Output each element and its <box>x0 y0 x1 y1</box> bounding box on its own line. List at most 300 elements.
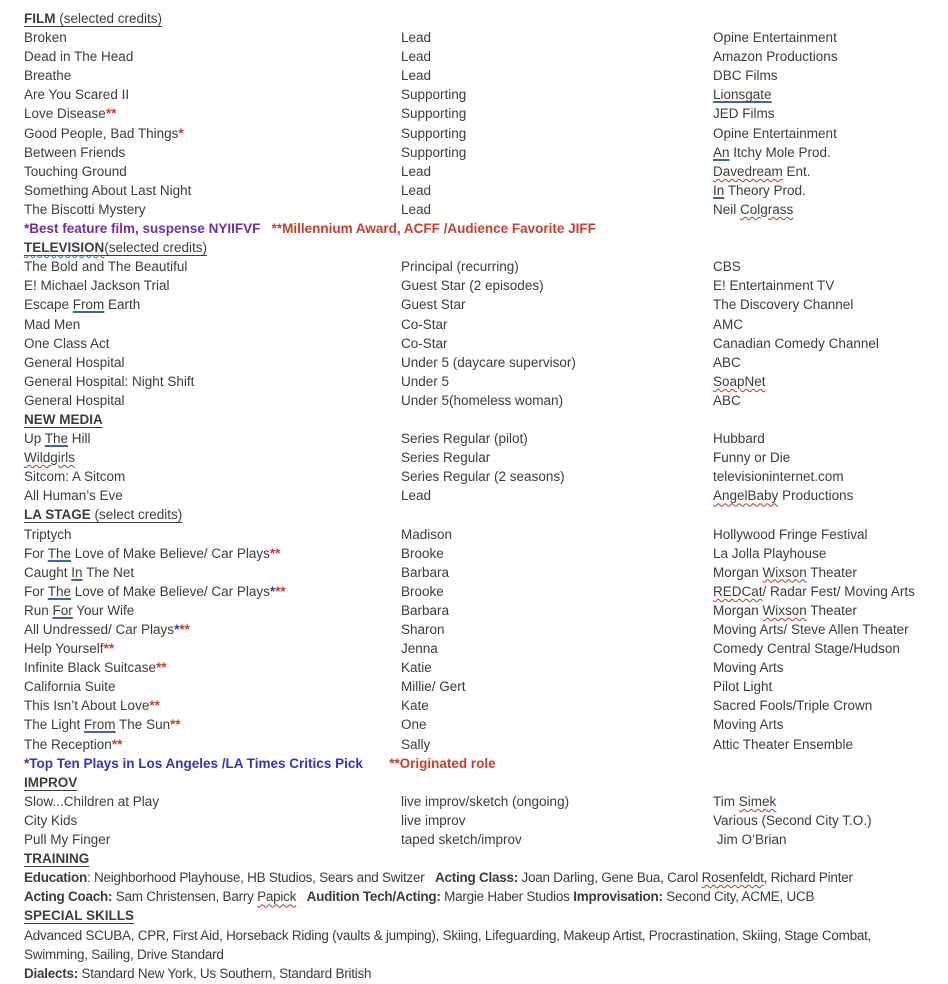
footnote-film <box>24 219 928 238</box>
text-segment: DBC Films <box>713 68 778 84</box>
text-segment: live improv <box>401 812 466 828</box>
text-segment: ** <box>275 583 286 599</box>
text-segment: Co-Star <box>401 316 448 332</box>
text-segment: Touching Ground <box>24 163 127 179</box>
text-segment: REDCat <box>713 583 763 599</box>
text-segment: Hubbard <box>713 431 765 447</box>
text-segment: Tim <box>713 793 739 809</box>
text-segment: JED Films <box>713 106 775 122</box>
credit-company <box>713 525 928 544</box>
text-segment: This Isn’t About Love <box>24 698 150 714</box>
credit-title <box>24 792 401 811</box>
text-segment: ABC <box>713 354 741 370</box>
text-segment: AngelBaby <box>713 488 779 504</box>
text-segment: * <box>174 622 180 637</box>
text-segment: Theory Prod. <box>724 182 806 198</box>
credit-role <box>401 334 713 353</box>
credit-row <box>24 563 928 582</box>
credit-row <box>24 295 928 314</box>
text-segment: Comedy Central Stage/Hudson <box>713 641 900 657</box>
credit-role <box>401 181 713 200</box>
text-segment <box>260 221 271 236</box>
text-segment: Jim O’Brian <box>713 832 787 848</box>
credit-row <box>24 315 928 334</box>
credit-row <box>24 696 928 715</box>
credit-company <box>713 315 928 334</box>
section-heading-special-skills <box>24 906 928 925</box>
credit-role <box>401 448 713 467</box>
text-segment: The <box>47 545 72 561</box>
text-segment: From <box>72 297 105 313</box>
credit-title <box>24 429 401 448</box>
credit-company <box>713 544 928 563</box>
text-segment: Papick <box>257 889 297 905</box>
text-segment: The Light <box>24 717 85 733</box>
text-segment: Morgan <box>713 602 763 618</box>
section-heading-training <box>24 849 928 868</box>
credit-row <box>24 162 928 181</box>
text-segment: Simek <box>738 793 777 809</box>
credit-role <box>401 601 713 620</box>
credit-company <box>713 677 928 696</box>
paragraph <box>24 926 928 964</box>
credit-row <box>24 525 928 544</box>
text-segment: *Best feature film, suspense NYIIFVF <box>24 221 261 237</box>
credit-title <box>24 525 401 544</box>
text-segment: Sharon <box>401 622 445 637</box>
text-segment: Series Regular <box>401 450 491 466</box>
credit-row <box>24 66 928 85</box>
text-segment: The Net <box>82 564 135 580</box>
text-segment: Slow...Children at Play <box>24 793 160 809</box>
paragraph <box>24 964 928 983</box>
credit-row <box>24 372 928 391</box>
credit-row <box>24 467 928 486</box>
text-segment: Lead <box>401 182 432 198</box>
credit-role <box>401 696 713 715</box>
credit-company <box>713 715 928 734</box>
text-segment: The Discovery Channel <box>713 297 854 313</box>
credit-company <box>713 448 928 467</box>
credit-role <box>401 353 713 372</box>
text-segment: Are You Scared II <box>24 87 130 103</box>
credit-title <box>24 181 401 200</box>
credit-role <box>401 200 713 219</box>
credit-role <box>401 143 713 162</box>
credit-title <box>24 735 401 754</box>
text-segment: Love of Make Believe/ Car Plays <box>71 583 270 599</box>
credit-title <box>24 124 401 143</box>
credit-company <box>713 104 928 123</box>
text-segment: One <box>401 717 427 733</box>
text-segment: Rosenfeldt <box>701 870 764 886</box>
credit-company <box>713 181 928 200</box>
text-segment <box>296 889 307 904</box>
credit-company <box>713 200 928 219</box>
text-segment: Earth <box>104 297 141 313</box>
text-segment: Pull My Finger <box>24 832 111 848</box>
credit-company <box>713 811 928 830</box>
text-segment: Sally <box>401 736 431 752</box>
credit-company <box>713 486 928 505</box>
text-segment: * <box>178 125 184 141</box>
text-segment: Audition Tech/Acting: <box>306 889 441 905</box>
text-segment: Millie/ Gert <box>401 679 466 695</box>
credit-company <box>713 620 928 639</box>
text-segment: Madison <box>401 526 453 542</box>
text-segment: (selected credits) <box>104 240 208 256</box>
text-segment: Moving Arts <box>713 717 784 733</box>
credit-company <box>713 276 928 295</box>
text-segment: Morgan <box>713 564 763 580</box>
credit-role <box>401 315 713 334</box>
credit-role <box>401 47 713 66</box>
text-segment: Hill <box>68 431 91 447</box>
text-segment: live improv/sketch (ongoing) <box>401 793 570 809</box>
credit-role <box>401 66 713 85</box>
section-special-skills <box>24 906 928 982</box>
text-segment: Lead <box>401 49 432 65</box>
credit-row <box>24 735 928 754</box>
text-segment: Supporting <box>401 87 467 103</box>
credit-title <box>24 200 401 219</box>
credit-title <box>24 601 401 620</box>
text-segment: Breathe <box>24 68 72 84</box>
credit-title <box>24 295 401 314</box>
text-segment: Acting Class: <box>434 870 518 886</box>
credit-row <box>24 200 928 219</box>
section-heading-new-media <box>24 410 928 429</box>
text-segment: Lead <box>401 30 432 46</box>
text-segment: Barbara <box>401 564 450 580</box>
credit-role <box>401 582 713 601</box>
credit-title <box>24 639 401 658</box>
text-segment: General Hospital: Night Shift <box>24 373 195 389</box>
text-segment: The Reception <box>24 736 112 752</box>
credit-role <box>401 715 713 734</box>
text-segment <box>363 756 389 771</box>
text-segment: Help Yourself <box>24 641 104 657</box>
text-segment: Brooke <box>401 583 444 599</box>
text-segment: Good People, Bad Things <box>24 125 179 141</box>
text-segment: ** <box>105 106 117 122</box>
text-segment: Acting Coach: <box>24 889 113 905</box>
text-segment: SoapNet <box>713 373 766 389</box>
footnote-la-stage <box>24 754 928 773</box>
text-segment: The <box>47 583 72 599</box>
text-segment: ** <box>103 641 115 657</box>
text-segment: Margie Haber Studios <box>440 889 574 905</box>
text-segment: Standard New York, Us Southern, Standard British <box>78 965 372 981</box>
text-segment: Katie <box>401 660 432 676</box>
text-segment: In <box>71 564 83 580</box>
credit-role <box>401 792 713 811</box>
text-segment: Joan Darling, Gene Bua, Carol <box>518 870 702 886</box>
text-segment: The Biscotti Mystery <box>24 201 146 217</box>
text-segment: SPECIAL SKILLS <box>24 908 135 924</box>
text-segment: Caught <box>24 564 72 580</box>
credit-role <box>401 104 713 123</box>
credit-title <box>24 830 401 849</box>
text-segment: All Human’s Eve <box>24 488 123 504</box>
text-segment: Between Friends <box>24 144 126 160</box>
credit-company <box>713 391 928 410</box>
text-segment: Itchy Mole Prod. <box>729 144 831 160</box>
credit-row <box>24 143 928 162</box>
credit-role <box>401 811 713 830</box>
text-segment: Infinite Black Suitcase <box>24 660 157 676</box>
text-segment: Love of Make Believe/ Car Plays <box>71 545 270 561</box>
text-segment: Your Wife <box>72 602 135 618</box>
credit-title <box>24 563 401 582</box>
credit-title <box>24 47 401 66</box>
credit-row <box>24 486 928 505</box>
credit-row <box>24 601 928 620</box>
text-segment: Supporting <box>401 125 467 141</box>
text-segment: Lionsgate <box>713 87 772 103</box>
text-segment: taped sketch/improv <box>401 832 522 848</box>
text-segment: Moving Arts <box>713 660 784 676</box>
section-heading-television <box>24 238 928 257</box>
text-segment: The <box>44 431 69 447</box>
text-segment: E! Entertainment TV <box>713 278 835 294</box>
text-segment: Hollywood Fringe Festival <box>713 526 868 542</box>
text-segment: Various (Second City T.O.) <box>713 812 872 828</box>
credit-title <box>24 448 401 467</box>
credit-role <box>401 467 713 486</box>
text-segment: FILM <box>24 11 56 26</box>
credit-row <box>24 47 928 66</box>
text-segment: CBS <box>713 259 741 275</box>
text-segment: General Hospital <box>24 392 125 408</box>
credit-role <box>401 735 713 754</box>
text-segment: California Suite <box>24 679 116 695</box>
text-segment: ** <box>149 698 160 714</box>
credit-row <box>24 181 928 200</box>
text-segment: IMPROV <box>24 774 78 790</box>
text-segment: **Originated role <box>389 755 496 771</box>
text-segment: Improvisation: <box>573 889 663 905</box>
text-segment: Supporting <box>401 144 467 160</box>
text-segment: ** <box>156 660 167 676</box>
credit-role <box>401 257 713 276</box>
text-segment: In <box>713 182 725 198</box>
credit-row <box>24 620 928 639</box>
credit-company <box>713 467 928 486</box>
text-segment: Up <box>24 431 45 447</box>
text-segment: ** <box>179 622 190 637</box>
credit-title <box>24 391 401 410</box>
credit-row <box>24 28 928 47</box>
text-segment: ABC <box>713 392 741 408</box>
credit-row <box>24 429 928 448</box>
credit-role <box>401 486 713 505</box>
text-segment: Canadian Comedy Channel <box>713 335 879 351</box>
text-segment: Broken <box>24 30 67 46</box>
text-segment: Under 5 (daycare supervisor) <box>401 354 576 370</box>
text-segment: Ent. <box>782 163 811 179</box>
credit-title <box>24 315 401 334</box>
credit-title <box>24 620 401 639</box>
credit-role <box>401 276 713 295</box>
credit-company <box>713 353 928 372</box>
credit-company <box>713 830 928 849</box>
credit-role <box>401 28 713 47</box>
credit-role <box>401 295 713 314</box>
text-segment: For <box>52 602 73 618</box>
credit-row <box>24 658 928 677</box>
credit-row <box>24 830 928 849</box>
text-segment: Wildgirls <box>24 450 76 466</box>
text-segment: **Millennium Award, ACFF /Audience Favorite JIFF <box>271 221 596 237</box>
section-training <box>24 849 928 906</box>
paragraph <box>24 868 928 887</box>
credit-title <box>24 143 401 162</box>
credit-role <box>401 639 713 658</box>
credit-row <box>24 257 928 276</box>
text-segment: * <box>269 583 276 599</box>
text-segment: The Bold and The Beautiful <box>24 259 188 275</box>
text-segment: Opine Entertainment <box>713 30 837 46</box>
credit-title <box>24 486 401 505</box>
credit-title <box>24 658 401 677</box>
text-segment: Run <box>24 602 53 618</box>
credit-company <box>713 66 928 85</box>
credit-company <box>713 372 928 391</box>
text-segment: Guest Star <box>401 297 466 313</box>
text-segment: Opine Entertainment <box>713 125 837 141</box>
credit-row <box>24 677 928 696</box>
text-segment: Dialects: <box>24 965 79 981</box>
credit-company <box>713 563 928 582</box>
credit-company <box>713 658 928 677</box>
paragraph <box>24 887 928 906</box>
text-segment: The Sun <box>115 717 171 733</box>
text-segment: Sacred Fools/Triple Crown <box>713 698 873 714</box>
text-segment: LA STAGE <box>24 507 91 523</box>
text-segment: An <box>713 144 730 160</box>
text-segment: TELEVISION <box>24 240 105 256</box>
credit-company <box>713 334 928 353</box>
credit-title <box>24 257 401 276</box>
credit-title <box>24 544 401 563</box>
text-segment: Jenna <box>401 641 438 657</box>
text-segment: (select credits) <box>90 507 183 523</box>
text-segment: Love Disease <box>24 106 106 122</box>
credit-title <box>24 104 401 123</box>
text-segment: TRAINING <box>24 851 90 867</box>
credit-title <box>24 715 401 734</box>
text-segment: City Kids <box>24 812 78 828</box>
text-segment: NEW MEDIA <box>24 411 103 427</box>
credit-role <box>401 372 713 391</box>
text-segment: Dead in The Head <box>24 49 134 65</box>
credit-title <box>24 85 401 104</box>
credit-title <box>24 66 401 85</box>
text-segment: ** <box>111 736 123 752</box>
text-segment: televisioninternet.com <box>713 469 844 485</box>
credit-row <box>24 276 928 295</box>
text-segment: Wixson <box>762 564 807 580</box>
text-segment: Lead <box>401 163 432 179</box>
text-segment: AMC <box>713 316 743 332</box>
text-segment: Guest Star (2 episodes) <box>401 278 544 294</box>
credit-row <box>24 104 928 123</box>
text-segment: Neil <box>713 201 741 217</box>
credit-company <box>713 143 928 162</box>
text-segment: Kate <box>401 698 429 714</box>
text-segment: Funny or Die <box>713 450 791 466</box>
text-segment: General Hospital <box>24 354 125 370</box>
text-segment: *Top Ten Plays in Los Angeles /LA Times Critics Pick <box>24 755 363 771</box>
credit-role <box>401 85 713 104</box>
section-film <box>24 9 928 238</box>
credit-company <box>713 429 928 448</box>
credit-row <box>24 85 928 104</box>
credit-row <box>24 639 928 658</box>
section-new-media <box>24 410 928 505</box>
text-segment: Theater <box>806 564 857 580</box>
text-segment: Education <box>24 870 88 886</box>
text-segment: Lead <box>401 488 432 504</box>
text-segment: Davedream <box>713 163 783 179</box>
text-segment: Second City, ACME, UCB <box>662 889 815 905</box>
credit-row <box>24 792 928 811</box>
text-segment: Lead <box>401 201 432 217</box>
text-segment: Escape <box>24 297 73 313</box>
text-segment: Amazon Productions <box>713 49 838 65</box>
text-segment: La Jolla Playhouse <box>713 545 827 561</box>
credit-company <box>713 85 928 104</box>
credit-title <box>24 677 401 696</box>
text-segment: Theater <box>806 602 857 618</box>
text-segment: Something About Last Night <box>24 182 192 198</box>
text-segment: Principal (recurring) <box>401 259 519 275</box>
text-segment: Co-Star <box>401 335 448 351</box>
credit-title <box>24 276 401 295</box>
credit-title <box>24 334 401 353</box>
text-segment: For <box>24 583 48 599</box>
credit-company <box>713 47 928 66</box>
text-segment: Barbara <box>401 602 450 618</box>
text-segment: Wixson <box>762 602 807 618</box>
section-la-stage <box>24 505 928 772</box>
credit-role <box>401 620 713 639</box>
section-improv <box>24 773 928 849</box>
credit-title <box>24 582 401 601</box>
credit-role <box>401 162 713 181</box>
text-segment: Sitcom: A Sitcom <box>24 469 126 485</box>
text-segment: Mad Men <box>24 316 81 332</box>
text-segment: Series Regular (2 seasons) <box>401 469 565 485</box>
credit-row <box>24 544 928 563</box>
credit-role <box>401 525 713 544</box>
credit-title <box>24 353 401 372</box>
text-segment: Productions <box>778 488 854 504</box>
credit-title <box>24 372 401 391</box>
text-segment: From <box>84 717 116 733</box>
text-segment: Advanced SCUBA, CPR, First Aid, Horseback Riding (vaults & jumping), Skiing, Lifeguarding, Makeup Artist, Procrastination, Skiing, Stage Combat, Swimming, Sailing, Drive Standard <box>24 927 875 962</box>
section-television <box>24 238 928 410</box>
credit-title <box>24 696 401 715</box>
credit-row <box>24 124 928 143</box>
credit-company <box>713 582 928 601</box>
text-segment: Triptych <box>24 526 72 542</box>
credit-company <box>713 28 928 47</box>
text-segment: Attic Theater Ensemble <box>713 736 854 752</box>
text-segment: Under 5(homeless woman) <box>401 392 564 408</box>
credit-row <box>24 448 928 467</box>
